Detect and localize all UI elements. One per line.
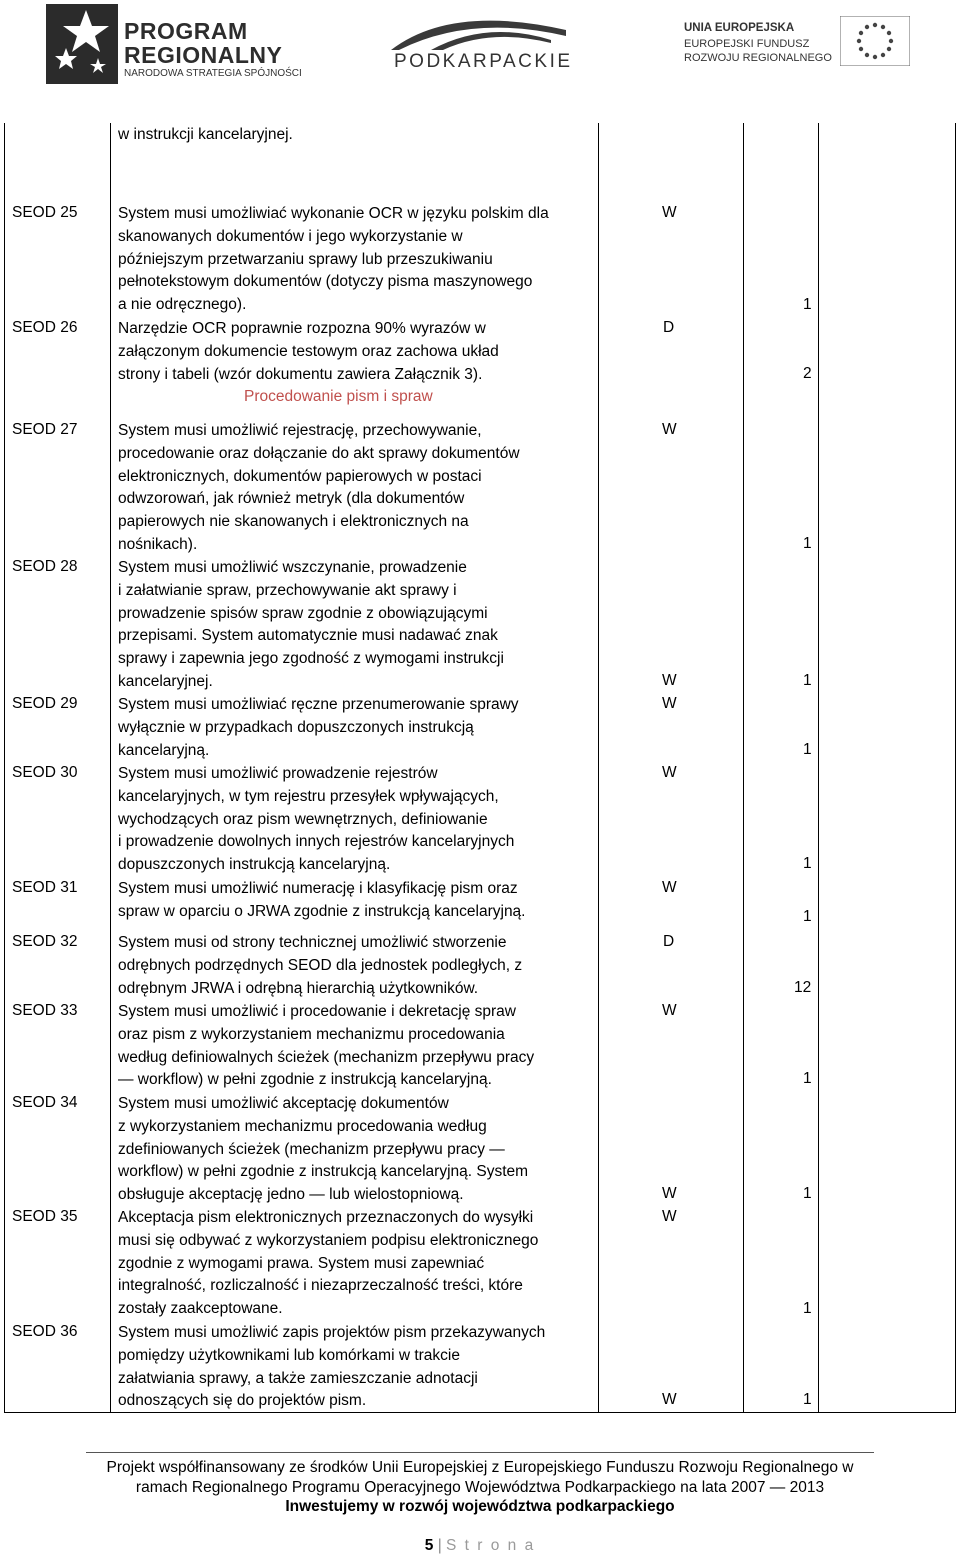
table-divider-code bbox=[110, 123, 111, 1412]
row-description-line: Akceptacja pism elektronicznych przeznaczonych do wysyłki bbox=[118, 1209, 534, 1226]
row-priority: 1 bbox=[803, 1300, 812, 1317]
row-type: W bbox=[662, 204, 677, 221]
row-priority: 1 bbox=[803, 672, 812, 689]
row-priority: 1 bbox=[803, 535, 812, 552]
row-priority: 12 bbox=[794, 979, 812, 996]
eu-logo-line3: ROZWOJU REGIONALNEGO bbox=[684, 52, 832, 64]
row-type: W bbox=[662, 764, 677, 781]
row-description bbox=[118, 1207, 538, 1321]
program-logo-line2: REGIONALNY bbox=[124, 42, 283, 68]
row-description-line: i prowadzenie dowolnych innych rejestrów kancelaryjnych bbox=[118, 833, 515, 851]
row-description-line: kancelaryjnych, w tym rejestru przesyłek wpływających, bbox=[118, 787, 499, 805]
row-description-line: obsługuje akceptację jedno — lub wielostopniową. bbox=[118, 1186, 464, 1204]
row-description-line: kancelaryjną. bbox=[118, 741, 210, 759]
podkarpackie-logo bbox=[386, 10, 576, 74]
row-description-line: odrębnych podrzędnych SEOD dla jednostek podległych, z bbox=[118, 956, 523, 974]
row-description-line: workflow) w pełni zgodnie z instrukcją kancelaryjną. System bbox=[118, 1163, 529, 1181]
page-number-block bbox=[0, 1537, 960, 1555]
row-description-line: musi się odbywać z wykorzystaniem podpisu elektronicznego bbox=[118, 1231, 539, 1249]
row-code: SEOD 35 bbox=[12, 1208, 78, 1225]
row-description-line: dopuszczonych instrukcją kancelaryjną. bbox=[118, 856, 391, 874]
row-description-line: oraz pism z wykorzystaniem mechanizmu procedowania bbox=[118, 1025, 505, 1043]
row-description bbox=[118, 203, 549, 317]
row-description-line: pomiędzy użytkownikami lub komórkami w trakcie bbox=[118, 1346, 460, 1364]
row-priority: 1 bbox=[803, 296, 812, 313]
row-description-line: zostały zaakceptowane. bbox=[118, 1300, 283, 1318]
row-type: W bbox=[662, 1002, 677, 1019]
table-border-right bbox=[818, 123, 819, 1412]
row-description-line: zgodnie z wymogami prawa. System musi zapewniać bbox=[118, 1254, 485, 1272]
program-logo-line1: PROGRAM bbox=[124, 18, 248, 44]
row-type: W bbox=[662, 1208, 677, 1225]
row-code: SEOD 28 bbox=[12, 558, 78, 575]
row-description-line: załączonym dokumencie testowym oraz zachowa układ bbox=[118, 342, 499, 360]
row-description-line: skanowanych dokumentów i jego wykorzystanie w bbox=[118, 227, 463, 245]
row-description-line: — workflow) w pełni zgodnie z instrukcją kancelaryjną. bbox=[118, 1071, 492, 1089]
row-description bbox=[118, 420, 520, 557]
row-description-line: odnoszących się do projektów pism. bbox=[118, 1392, 367, 1410]
row-description-line: załatwiania sprawy, a także zamieszczanie adnotacji bbox=[118, 1369, 478, 1387]
row-description-line: prowadzenie spisów spraw zgodnie z obowiązującymi bbox=[118, 604, 488, 622]
row-description-line: papierowych nie skanowanych i elektronicznych na bbox=[118, 513, 469, 531]
row-code: SEOD 34 bbox=[12, 1094, 78, 1111]
row-priority: 1 bbox=[803, 1391, 812, 1408]
program-logo-line3: NARODOWA STRATEGIA SPÓJNOŚCI bbox=[124, 68, 302, 79]
row-description-line: według definiowalnych ścieżek (mechanizm przepływu pracy bbox=[118, 1048, 535, 1066]
row-description-line: a nie odręcznego). bbox=[118, 296, 247, 314]
row-priority: 1 bbox=[803, 908, 812, 925]
row-code: SEOD 31 bbox=[12, 879, 78, 896]
row-description-line: System musi od strony technicznej umożliwić stworzenie bbox=[118, 934, 507, 951]
row-priority: 2 bbox=[803, 365, 812, 382]
eu-logo-line2: EUROPEJSKI FUNDUSZ bbox=[684, 38, 810, 50]
row-description-line: sprawy i zapewnia jego zgodność z wymogami instrukcji bbox=[118, 650, 504, 668]
row-description-line: System musi umożliwić akceptację dokumentów bbox=[118, 1095, 449, 1112]
row-priority: 1 bbox=[803, 855, 812, 872]
page-label: S t r o n a bbox=[446, 1537, 536, 1554]
footer-divider bbox=[86, 1452, 874, 1453]
row-type: W bbox=[662, 1185, 677, 1202]
row-description-line: System musi umożliwić zapis projektów pism przekazywanych bbox=[118, 1324, 546, 1341]
row-type: D bbox=[663, 319, 675, 336]
footer-line-1: Projekt współfinansowany ze środków Unii Europejskiej z Europejskiego Funduszu Rozwoju Regionalnego w bbox=[106, 1459, 854, 1476]
row-description bbox=[118, 1093, 528, 1207]
row-description-line: z wykorzystaniem mechanizmu procedowania według bbox=[118, 1117, 487, 1135]
table-border-outer-right bbox=[955, 123, 956, 1412]
row-description bbox=[118, 694, 519, 762]
top-continuation-text: w instrukcji kancelaryjnej. bbox=[118, 126, 293, 143]
row-description-line: odwzorowań, jak również metryk (dla dokumentów bbox=[118, 490, 465, 508]
row-code: SEOD 32 bbox=[12, 933, 78, 950]
eu-logo-line1: UNIA EUROPEJSKA bbox=[684, 22, 795, 34]
row-description-line: integralność, rozliczalność i niezaprzeczalność treści, które bbox=[118, 1277, 523, 1295]
table-divider-type bbox=[598, 123, 599, 1412]
row-description-line: późniejszym przetwarzaniu sprawy lub przeszukiwaniu bbox=[118, 250, 493, 268]
row-description-line: System musi umożliwić prowadzenie rejestrów bbox=[118, 765, 438, 782]
program-regionalny-logo bbox=[46, 4, 306, 88]
row-description-line: nośnikach). bbox=[118, 535, 198, 553]
row-code: SEOD 33 bbox=[12, 1002, 78, 1019]
row-code: SEOD 25 bbox=[12, 204, 78, 221]
eu-logo bbox=[684, 20, 924, 70]
row-description bbox=[118, 763, 514, 877]
mountain-swoosh-icon bbox=[391, 10, 571, 52]
page-number: 5 bbox=[424, 1537, 434, 1554]
row-description-line: zdefiniowanych ścieżek (mechanizm przepływu pracy — bbox=[118, 1140, 505, 1158]
star-emblem-icon bbox=[46, 4, 118, 84]
row-description-line: System musi umożliwić i procedowanie i dekretację spraw bbox=[118, 1003, 516, 1020]
row-description bbox=[118, 932, 522, 1000]
row-description-line: pełnotekstowym dokumentów (dotyczy pisma maszynowego bbox=[118, 273, 533, 291]
row-priority: 1 bbox=[803, 1070, 812, 1087]
page-separator: | bbox=[437, 1537, 442, 1554]
footer-line-3: Inwestujemy w rozwój województwa podkarpackiego bbox=[285, 1498, 675, 1515]
table-border-left bbox=[4, 123, 5, 1412]
row-code: SEOD 27 bbox=[12, 421, 78, 438]
row-description-line: wyłącznie w przypadkach dopuszczonych instrukcją bbox=[118, 718, 474, 736]
table-divider-priority bbox=[743, 123, 744, 1412]
row-description bbox=[118, 557, 504, 694]
row-type: D bbox=[663, 933, 675, 950]
row-description-line: odrębnym JRWA i odrębną hierarchią użytkowników. bbox=[118, 979, 479, 997]
eu-flag-icon bbox=[840, 16, 910, 66]
row-code: SEOD 29 bbox=[12, 695, 78, 712]
row-description-line: System musi umożliwić rejestrację, przechowywanie, bbox=[118, 422, 482, 439]
row-type: W bbox=[662, 1391, 677, 1408]
podkarpackie-logo-text: PODKARPACKIE bbox=[394, 51, 573, 72]
row-description-line: przepisami. System automatycznie musi nadawać znak bbox=[118, 627, 498, 645]
footer-line-2: ramach Regionalnego Programu Operacyjnego Województwa Podkarpackiego na lata 2007 — 2013 bbox=[135, 1479, 825, 1496]
row-description-line: kancelaryjnej. bbox=[118, 672, 213, 690]
row-code: SEOD 30 bbox=[12, 764, 78, 781]
row-description bbox=[118, 1322, 545, 1413]
row-description bbox=[118, 878, 526, 924]
row-description-line: i załatwianie spraw, przechowywanie akt sprawy i bbox=[118, 581, 457, 599]
row-description bbox=[118, 318, 499, 386]
row-priority: 1 bbox=[803, 741, 812, 758]
row-description-line: System musi umożliwić numerację i klasyfikację pism oraz bbox=[118, 880, 518, 897]
row-code: SEOD 26 bbox=[12, 319, 78, 336]
row-description-line: Narzędzie OCR poprawnie rozpozna 90% wyrazów w bbox=[118, 320, 486, 337]
row-code: SEOD 36 bbox=[12, 1323, 78, 1340]
row-description-line: System musi umożliwić wszczynanie, prowadzenie bbox=[118, 559, 467, 576]
row-type: W bbox=[662, 695, 677, 712]
row-type: W bbox=[662, 879, 677, 896]
row-description-line: elektronicznych, dokumentów papierowych w postaci bbox=[118, 467, 482, 485]
row-type: W bbox=[662, 672, 677, 689]
row-priority: 1 bbox=[803, 1185, 812, 1202]
row-description-line: wychodzących oraz pism wewnętrznych, definiowanie bbox=[118, 810, 488, 828]
row-description-line: System musi umożliwiać wykonanie OCR w języku polskim dla bbox=[118, 205, 549, 222]
row-description-line: procedowanie oraz dołączanie do akt sprawy dokumentów bbox=[118, 444, 520, 462]
row-description-line: System musi umożliwiać ręczne przenumerowanie sprawy bbox=[118, 696, 519, 713]
row-description-line: strony i tabeli (wzór dokumentu zawiera Załącznik 3). bbox=[118, 365, 483, 383]
row-description bbox=[118, 1001, 534, 1092]
section-heading: Procedowanie pism i spraw bbox=[244, 388, 433, 405]
row-description-line: spraw w oparciu o JRWA zgodnie z instrukcją kancelaryjną. bbox=[118, 902, 526, 920]
row-type: W bbox=[662, 421, 677, 438]
